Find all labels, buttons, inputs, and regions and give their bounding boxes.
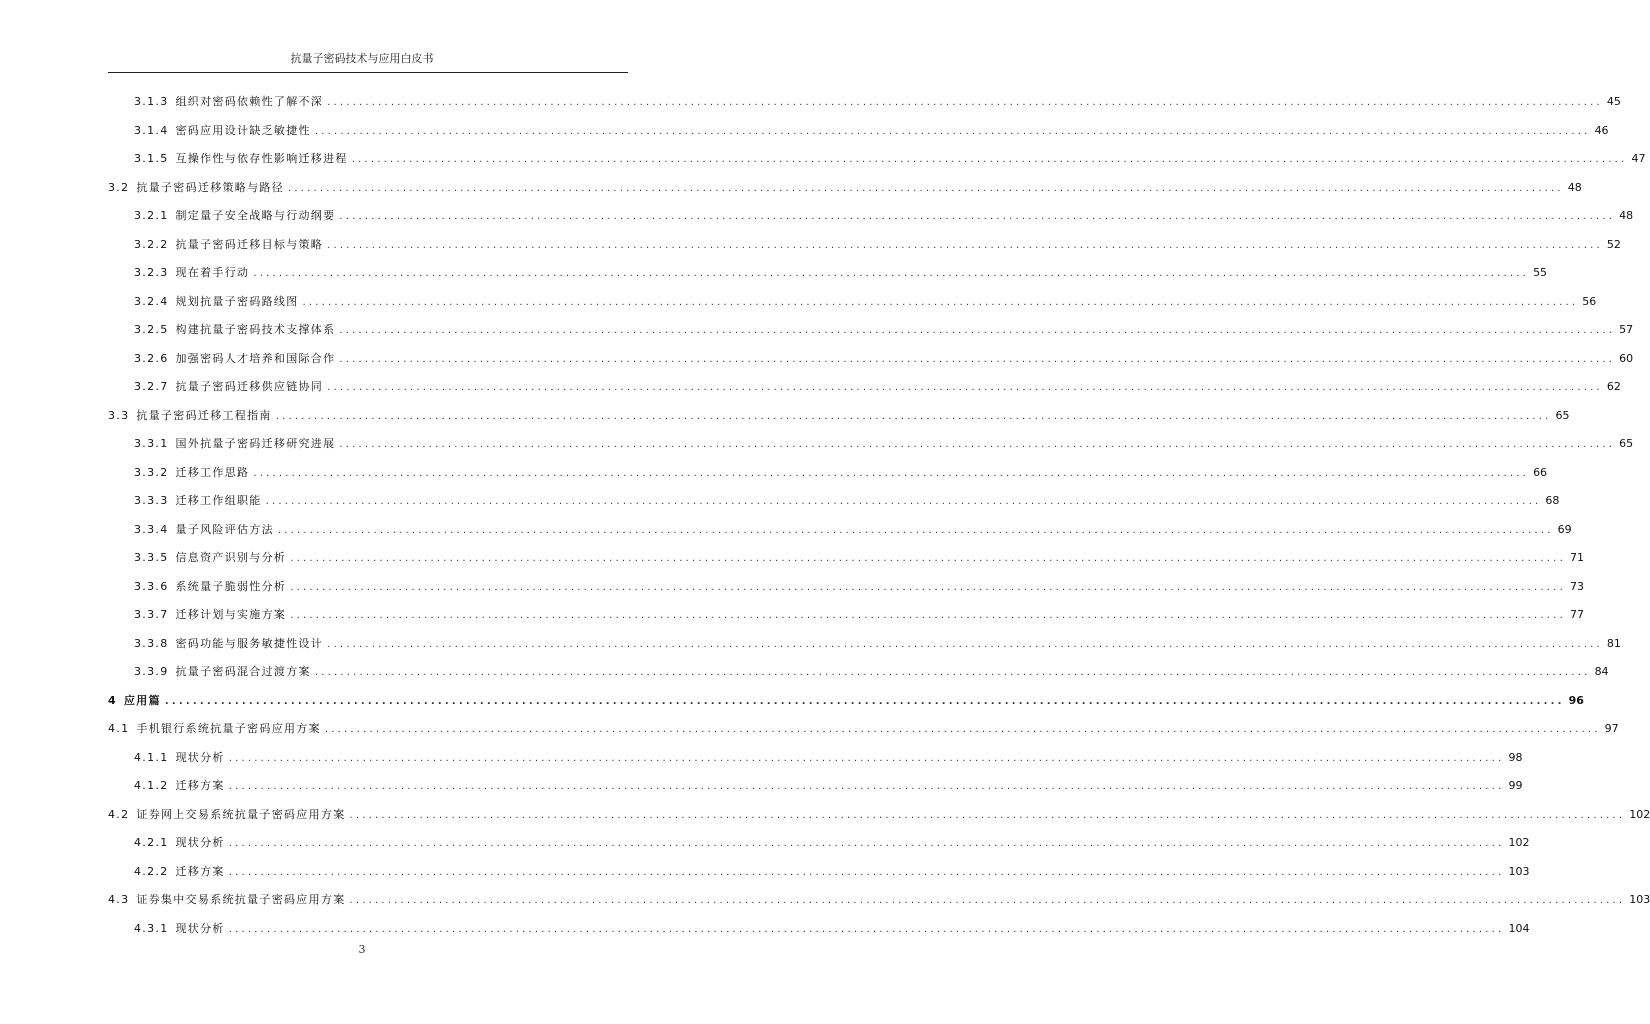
toc-entry-page: 97 — [1604, 722, 1619, 735]
toc-entry[interactable] — [134, 350, 1634, 370]
toc-entry[interactable] — [134, 635, 1621, 655]
toc-entry-page: 65 — [1619, 437, 1634, 450]
toc-entry-number: 4.1.2 — [134, 779, 169, 792]
toc-entry-number: 3.3.6 — [134, 579, 169, 593]
toc-entry-title: 制定量子安全战略与行动纲要 — [175, 209, 336, 222]
toc-dot-leader: ........................................................................................................................................................................................................ — [339, 353, 1616, 365]
toc-entry-number: 3.3.5 — [134, 551, 169, 564]
toc-entry-number: 3.3.9 — [134, 665, 169, 678]
toc-entry-number: 3.2 — [108, 180, 130, 194]
toc-entry-number: 4.2 — [108, 807, 130, 821]
toc-entry-number: 3.2.1 — [134, 209, 169, 222]
toc-dot-leader: ........................................................................................................................................................................................................ — [351, 154, 1628, 165]
toc-dot-leader: ........................................................................................................................................................................................................ — [290, 581, 1566, 593]
toc-entry-title: 证券网上交易系统抗量子密码应用方案 — [136, 807, 346, 821]
toc-entry-page: 56 — [1582, 294, 1597, 308]
toc-entry-number: 3.2.6 — [134, 351, 169, 365]
toc-entry-page: 62 — [1606, 380, 1621, 393]
toc-entry-title: 密码应用设计缺乏敏捷性 — [175, 123, 311, 137]
toc-entry[interactable] — [134, 492, 1560, 512]
toc-entry-page: 55 — [1533, 266, 1548, 279]
toc-dot-leader: ........................................................................................................................................................................................................ — [314, 667, 1591, 678]
toc-entry-title: 迁移方案 — [175, 864, 225, 878]
toc-dot-leader: ........................................................................................................................................................................................................ — [277, 524, 1554, 536]
toc-entry[interactable] — [134, 378, 1621, 398]
toc-entry-page: 68 — [1545, 494, 1560, 507]
toc-entry-page: 104 — [1508, 921, 1530, 935]
toc-entry-page: 96 — [1568, 693, 1584, 707]
toc-entry-page: 48 — [1567, 180, 1582, 194]
toc-dot-leader: ........................................................................................................................................................................................................ — [253, 268, 1530, 279]
toc-entry-title: 现状分析 — [175, 836, 225, 849]
toc-dot-leader: ........................................................................................................................................................................................................ — [339, 439, 1616, 450]
toc-dot-leader: ........................................................................................................................................................................................................ — [228, 752, 1505, 764]
toc-entry-number: 3.1.3 — [134, 95, 169, 108]
toc-entry[interactable] — [134, 863, 1530, 883]
toc-entry[interactable] — [134, 293, 1597, 313]
toc-entry-number: 3.3.1 — [134, 437, 169, 450]
toc-entry-number: 4.2.1 — [134, 836, 169, 849]
toc-entry-number: 4.1 — [108, 722, 130, 735]
toc-dot-leader: ........................................................................................................................................................................................................ — [302, 296, 1579, 308]
toc-entry-number: 3.2.5 — [134, 323, 169, 336]
toc-entry-title: 组织对密码依赖性了解不深 — [175, 95, 324, 108]
toc-dot-leader: ........................................................................................................................................................................................................ — [314, 125, 1591, 137]
toc-entry[interactable] — [134, 549, 1584, 569]
toc-entry-number: 4.1.1 — [134, 750, 169, 764]
toc-dot-leader: ........................................................................................................................................................................................................ — [327, 638, 1603, 650]
toc-entry[interactable] — [108, 806, 1650, 826]
toc-entry-page: 47 — [1631, 152, 1646, 165]
page-number: 3 — [358, 943, 366, 956]
toc-entry-title: 应用篇 — [123, 693, 161, 707]
toc-entry-page: 103 — [1629, 893, 1650, 906]
toc-entry-title: 迁移计划与实施方案 — [175, 608, 287, 621]
toc-dot-leader: ........................................................................................................................................................................................................ — [290, 553, 1566, 564]
toc-entry[interactable] — [134, 663, 1609, 683]
toc-entry-number: 3.1.5 — [134, 152, 169, 165]
toc-entry[interactable] — [134, 321, 1634, 341]
toc-entry-page: 102 — [1629, 807, 1650, 821]
toc-entry-title: 密码功能与服务敏捷性设计 — [175, 636, 324, 650]
toc-dot-leader: ........................................................................................................................................................................................................ — [164, 695, 1565, 707]
toc-entry-title: 量子风险评估方法 — [175, 522, 274, 536]
toc-entry-number: 3.3.2 — [134, 465, 169, 479]
toc-entry-title: 抗量子密码迁移策略与路径 — [136, 180, 285, 194]
toc-entry-number: 3.2.3 — [134, 266, 169, 279]
toc-entry[interactable] — [108, 891, 1650, 911]
toc-entry-page: 71 — [1569, 551, 1584, 564]
toc-entry-number: 3.2.2 — [134, 237, 169, 251]
toc-entry-page: 60 — [1619, 351, 1634, 365]
toc-dot-leader: ........................................................................................................................................................................................................ — [349, 895, 1626, 906]
toc-dot-leader: ........................................................................................................................................................................................................ — [327, 382, 1603, 393]
toc-dot-leader: ........................................................................................................................................................................................................ — [349, 809, 1626, 821]
toc-entry[interactable] — [134, 150, 1646, 170]
toc-entry[interactable] — [108, 692, 1584, 712]
toc-entry-title: 现状分析 — [175, 750, 225, 764]
toc-entry[interactable] — [134, 435, 1634, 455]
toc-entry-page: 102 — [1508, 836, 1530, 849]
toc-entry[interactable] — [134, 122, 1609, 142]
toc-entry-page: 77 — [1569, 608, 1584, 621]
toc-entry-title: 迁移工作组职能 — [175, 494, 262, 507]
toc-entry-number: 3.3 — [108, 408, 130, 422]
toc-entry-number: 3.3.4 — [134, 522, 169, 536]
toc-dot-leader: ........................................................................................................................................................................................................ — [253, 467, 1530, 479]
toc-entry[interactable] — [134, 236, 1621, 256]
toc-entry-title: 信息资产识别与分析 — [175, 551, 287, 564]
toc-dot-leader: ........................................................................................................................................................................................................ — [228, 838, 1505, 849]
toc-entry[interactable] — [108, 179, 1582, 199]
toc-entry-title: 手机银行系统抗量子密码应用方案 — [136, 722, 321, 735]
toc-entry-number: 3.2.4 — [134, 294, 169, 308]
toc-entry-number: 4.3 — [108, 893, 130, 906]
toc-entry-page: 81 — [1606, 636, 1621, 650]
toc-entry-page: 52 — [1606, 237, 1621, 251]
toc-entry[interactable] — [108, 407, 1570, 427]
toc-entry-title: 抗量子密码迁移工程指南 — [136, 408, 272, 422]
toc-entry-title: 加强密码人才培养和国际合作 — [175, 351, 336, 365]
toc-dot-leader: ........................................................................................................................................................................................................ — [228, 923, 1505, 935]
toc-entry[interactable] — [134, 93, 1621, 113]
toc-entry-page: 65 — [1555, 408, 1570, 422]
toc-dot-leader: ........................................................................................................................................................................................................ — [275, 410, 1552, 422]
toc-entry[interactable] — [108, 720, 1619, 740]
toc-entry-page: 84 — [1594, 665, 1609, 678]
toc-entry[interactable] — [134, 834, 1530, 854]
toc-entry-page: 46 — [1594, 123, 1609, 137]
toc-entry[interactable] — [134, 521, 1572, 541]
toc-entry-title: 迁移工作思路 — [175, 465, 250, 479]
toc-dot-leader: ........................................................................................................................................................................................................ — [339, 325, 1616, 336]
toc-entry-title: 迁移方案 — [175, 779, 225, 792]
toc-entry-number: 4 — [108, 693, 117, 707]
toc-entry[interactable] — [134, 777, 1523, 797]
toc-entry-number: 3.1.4 — [134, 123, 169, 137]
toc-entry-number: 3.3.3 — [134, 494, 169, 507]
toc-dot-leader: ........................................................................................................................................................................................................ — [228, 866, 1505, 878]
toc-entry-title: 系统量子脆弱性分析 — [175, 579, 287, 593]
toc-dot-leader: ........................................................................................................................................................................................................ — [327, 239, 1603, 251]
toc-entry-number: 3.3.7 — [134, 608, 169, 621]
toc-entry-title: 抗量子密码迁移供应链协同 — [175, 380, 324, 393]
toc-dot-leader: ........................................................................................................................................................................................................ — [324, 724, 1601, 735]
toc-entry-number: 3.2.7 — [134, 380, 169, 393]
toc-entry-title: 互操作性与依存性影响迁移进程 — [175, 152, 348, 165]
toc-entry-page: 99 — [1508, 779, 1523, 792]
toc-dot-leader: ........................................................................................................................................................................................................ — [290, 610, 1566, 621]
toc-entry-title: 抗量子密码混合过渡方案 — [175, 665, 311, 678]
toc-dot-leader: ........................................................................................................................................................................................................ — [228, 781, 1505, 792]
toc-entry-title: 现在着手行动 — [175, 266, 250, 279]
toc-entry-title: 规划抗量子密码路线图 — [175, 294, 299, 308]
toc-entry-title: 现状分析 — [175, 921, 225, 935]
toc-entry-title: 证券集中交易系统抗量子密码应用方案 — [136, 893, 346, 906]
header-rule — [108, 72, 628, 73]
toc-entry[interactable] — [134, 207, 1634, 227]
toc-entry-page: 45 — [1606, 95, 1621, 108]
toc-entry[interactable] — [134, 606, 1584, 626]
toc-entry-page: 69 — [1557, 522, 1572, 536]
toc-entry[interactable] — [134, 264, 1548, 284]
toc-entry-number: 3.3.8 — [134, 636, 169, 650]
toc-dot-leader: ........................................................................................................................................................................................................ — [288, 182, 1564, 194]
toc-entry-title: 国外抗量子密码迁移研究进展 — [175, 437, 336, 450]
running-header: 抗量子密码技术与应用白皮书 — [290, 52, 434, 65]
toc-entry-page: 103 — [1508, 864, 1530, 878]
toc-entry[interactable] — [134, 464, 1548, 484]
toc-entry-page: 57 — [1619, 323, 1634, 336]
toc-entry-title: 抗量子密码迁移目标与策略 — [175, 237, 324, 251]
toc-dot-leader: ........................................................................................................................................................................................................ — [339, 211, 1616, 222]
toc-entry-title: 构建抗量子密码技术支撑体系 — [175, 323, 336, 336]
toc-entry-page: 48 — [1619, 209, 1634, 222]
toc-entry-number: 4.3.1 — [134, 921, 169, 935]
toc-entry[interactable] — [134, 749, 1523, 769]
toc-entry[interactable] — [134, 920, 1530, 940]
toc-entry[interactable] — [134, 578, 1584, 598]
toc-entry-number: 4.2.2 — [134, 864, 169, 878]
toc-entry-page: 98 — [1508, 750, 1523, 764]
toc-dot-leader: ........................................................................................................................................................................................................ — [265, 496, 1542, 507]
toc-entry-page: 66 — [1533, 465, 1548, 479]
toc-entry-page: 73 — [1569, 579, 1584, 593]
toc-dot-leader: ........................................................................................................................................................................................................ — [327, 97, 1603, 108]
